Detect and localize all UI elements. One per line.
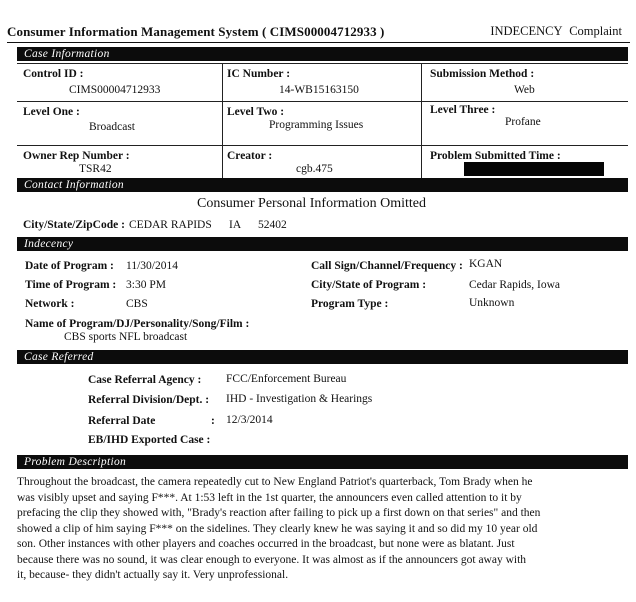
personal-info-omitted-notice: Consumer Personal Information Omitted <box>197 196 427 211</box>
level-three-value: Profane <box>505 116 541 128</box>
date-of-program-label: Date of Program : <box>25 260 114 272</box>
program-name-value: CBS sports NFL broadcast <box>64 331 188 343</box>
call-sign-label: Call Sign/Channel/Frequency : <box>311 260 463 272</box>
title-divider <box>7 42 630 43</box>
document-title: Consumer Information Management System ( CIMS00004712933 ) <box>7 24 385 39</box>
complaint-type <box>486 24 622 39</box>
date-of-program-value: 11/30/2014 <box>126 260 178 272</box>
city-state-zip-label: City/State/ZipCode : <box>23 219 125 231</box>
level-three-label: Level Three : <box>430 104 496 116</box>
creator-label: Creator : <box>227 150 273 162</box>
referral-division-value: IHD - Investigation & Hearings <box>226 393 373 405</box>
problem-submitted-time-label: Problem Submitted Time : <box>430 150 561 162</box>
indecency-header: Indecency <box>17 237 628 251</box>
referral-division-label: Referral Division/Dept. : <box>88 394 210 406</box>
divider <box>421 101 422 145</box>
network-value: CBS <box>126 298 148 310</box>
referral-agency-value: FCC/Enforcement Bureau <box>226 373 347 385</box>
city-value: CEDAR RAPIDS <box>129 219 212 231</box>
level-one-value: Broadcast <box>89 121 135 133</box>
control-id-value: CIMS00004712933 <box>69 84 161 96</box>
ic-number-label: IC Number : <box>227 68 291 80</box>
owner-rep-value: TSR42 <box>79 163 112 175</box>
referral-date-value: 12/3/2014 <box>226 414 273 426</box>
contact-information-header: Contact Information <box>17 178 628 192</box>
case-info-row-2 <box>17 101 628 145</box>
divider <box>421 145 422 179</box>
zip-value: 52402 <box>258 219 287 231</box>
level-two-value: Programming Issues <box>269 119 364 131</box>
problem-description-text: Throughout the broadcast, the camera repeatedly cut to New England Patriot's quarterback, Tom Brady when he was visibly upset and saying F***. At 1:53 left in the 1st quarter, the announcers even called attention to it by prefacing the clip they showed with, "Brady's reaction after failing to pick up a first down on that series" and then showed a clip of him saying F*** on the sidelines. They clearly knew he was saying it and so did my 10 year old son. Other instances with other players and coaches occurred in the broadcast, but none were as blatant. Just because there was no sound, it was clear enough to everyone. It was almost as if the announcers got away with it, because- they didn't actually say it. Very unprofessional. <box>17 476 541 581</box>
divider <box>222 101 223 145</box>
network-label: Network : <box>25 298 75 310</box>
time-of-program-label: Time of Program : <box>25 279 117 291</box>
exported-case-label: EB/IHD Exported Case : <box>88 434 211 446</box>
city-state-of-program-label: City/State of Program : <box>311 279 427 291</box>
submission-method-value: Web <box>514 84 535 96</box>
state-value: IA <box>229 219 242 231</box>
case-referred-header: Case Referred <box>17 350 628 364</box>
city-state-of-program-value: Cedar Rapids, Iowa <box>469 279 561 291</box>
control-id-label: Control ID : <box>23 68 84 80</box>
complaint-kind: Complaint <box>569 24 622 38</box>
level-two-label: Level Two : <box>227 106 285 118</box>
ic-number-value: 14-WB15163150 <box>279 84 359 96</box>
problem-description-header: Problem Description <box>17 455 628 469</box>
case-information-header: Case Information <box>17 47 628 61</box>
referral-date-colon: : <box>211 415 215 427</box>
divider <box>222 63 223 101</box>
submission-method-label: Submission Method : <box>430 68 535 80</box>
owner-rep-label: Owner Rep Number : <box>23 150 130 162</box>
divider <box>421 63 422 101</box>
program-type-label: Program Type : <box>311 298 389 310</box>
program-type-value: Unknown <box>469 297 515 309</box>
referral-date-label: Referral Date <box>88 415 156 427</box>
referral-agency-label: Case Referral Agency : <box>88 374 202 386</box>
program-name-label: Name of Program/DJ/Personality/Song/Film : <box>25 318 250 330</box>
creator-value: cgb.475 <box>296 163 333 175</box>
complaint-category: INDECENCY <box>490 24 563 38</box>
time-of-program-value: 3:30 PM <box>126 279 166 291</box>
level-one-label: Level One : <box>23 106 80 118</box>
case-info-row-1 <box>17 63 628 101</box>
call-sign-value: KGAN <box>469 258 503 270</box>
divider <box>222 145 223 179</box>
redaction-block <box>464 162 604 176</box>
